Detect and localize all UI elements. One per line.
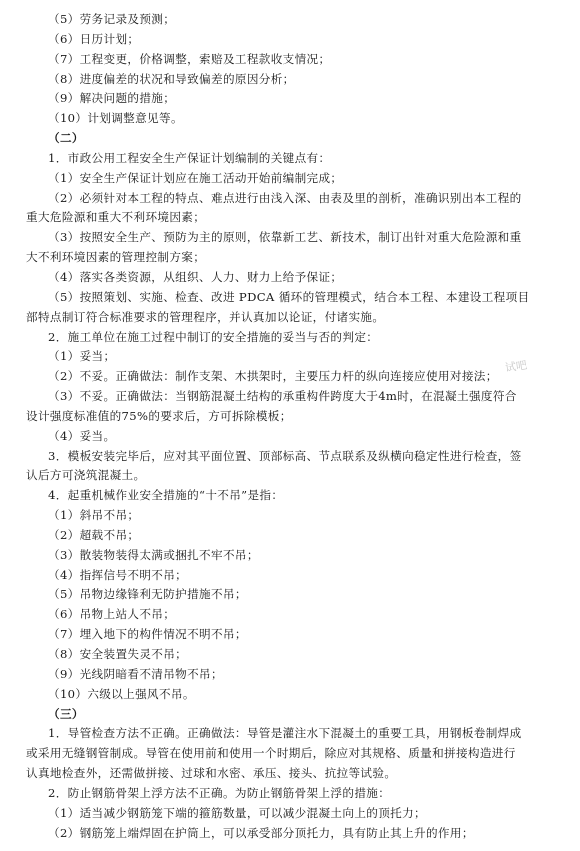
text-line: （5）按照策划、实施、检查、改进 PDCA 循环的管理模式，结合本工程、本建设工程项目	[48, 289, 530, 304]
section-heading: （三）	[48, 706, 84, 721]
text-line: （4）指挥信号不明不吊；	[48, 567, 188, 582]
text-line: （10）计划调整意见等。	[48, 111, 183, 126]
text-line: 认真地检查外，还需做拼接、过球和水密、承压、接头、抗拉等试验。	[26, 766, 397, 781]
text-line: （1）安全生产保证计划应在施工活动开始前编制完成；	[48, 170, 343, 185]
text-line: （8）进度偏差的状况和导致偏差的原因分析；	[48, 71, 295, 86]
text-line: 1．市政公用工程安全生产保证计划编制的关键点有：	[48, 150, 331, 165]
text-line: 重大危险源和重大不利环境因素；	[26, 210, 206, 225]
text-line: （2）不妥。正确做法：制作支架、木拱架时，主要压力杆的纵向连接应使用对接法；	[48, 369, 498, 384]
watermark: 试吧	[504, 358, 528, 375]
text-line: （9）光线阴暗看不清吊物不吊；	[48, 666, 223, 681]
text-line: （2）必须针对本工程的特点、难点进行由浅入深、由表及里的剖析，准确识别出本工程的	[48, 190, 522, 205]
text-line: （1）适当减少钢筋笼下端的箍筋数量，可以减少混凝土向上的顶托力；	[48, 805, 426, 820]
text-line: （1）斜吊不吊；	[48, 508, 140, 523]
text-line: （3）不妥。正确做法：当钢筋混凝土结构的承重构件跨度大于4m时，在混凝土强度符合	[48, 389, 517, 404]
text-line: 或采用无缝钢管制成。导管在使用前和使用一个时期后，除应对其规格、质量和拼接构造进行	[26, 746, 516, 761]
text-line: 部特点制订符合标准要求的管理程序，并认真加以论证，付诸实施。	[26, 309, 385, 324]
text-line: （5）劳务记录及预测；	[48, 12, 176, 26]
text-line: 认后方可浇筑混凝土。	[26, 468, 146, 483]
text-line: （8）安全装置失灵不吊；	[48, 647, 188, 661]
text-line: （7）埋入地下的构件情况不明不吊；	[48, 627, 247, 642]
text-line: （4）妥当。	[48, 428, 116, 443]
section-heading: （二）	[48, 131, 84, 146]
text-line: 2．施工单位在施工过程中制订的安全措施的妥当与否的判定：	[48, 329, 379, 344]
text-line: 设计强度标准值的75%的要求后，方可拆除模板；	[26, 408, 292, 423]
text-line: （2）钢筋笼上端焊固在护筒上，可以承受部分顶托力，具有防止其上升的作用；	[48, 825, 474, 840]
text-line: （1）妥当；	[48, 349, 116, 364]
text-line: 3．模板安装完毕后，应对其平面位置、顶部标高、节点联系及纵横向稳定性进行检查，签	[48, 448, 522, 463]
text-line: （5）吊物边缘锋利无防护措施不吊；	[48, 587, 247, 602]
text-line: 2．防止钢筋骨架上浮方法不正确。为防止钢筋骨架上浮的措施：	[48, 785, 391, 800]
text-line: （4）落实各类资源，从组织、人力、财力上给予保证；	[48, 269, 343, 284]
text-line: 大不利环境因素的管理控制方案；	[26, 250, 206, 265]
text-line: 1．导管检查方法不正确。正确做法：导管是灌注水下混凝土的重要工具，用钢板卷制焊成	[48, 726, 522, 741]
text-line: （10）六级以上强风不吊。	[48, 686, 195, 701]
text-line: 4．起重机械作业安全措施的“十不吊”是指：	[48, 488, 284, 503]
text-line: （3）按照安全生产、预防为主的原则，依靠新工艺、新技术，制订出针对重大危险源和重	[48, 230, 522, 245]
text-line: （2）超载不吊；	[48, 527, 140, 542]
text-line: （3）散装物装得太满或捆扎不牢不吊；	[48, 547, 259, 562]
text-line: （9）解决问题的措施；	[48, 91, 176, 106]
text-line: （6）日历计划；	[48, 31, 140, 46]
text-line: （7）工程变更，价格调整，索赔及工程款收支情况；	[48, 51, 331, 66]
text-line: （6）吊物上站人不吊；	[48, 607, 176, 622]
